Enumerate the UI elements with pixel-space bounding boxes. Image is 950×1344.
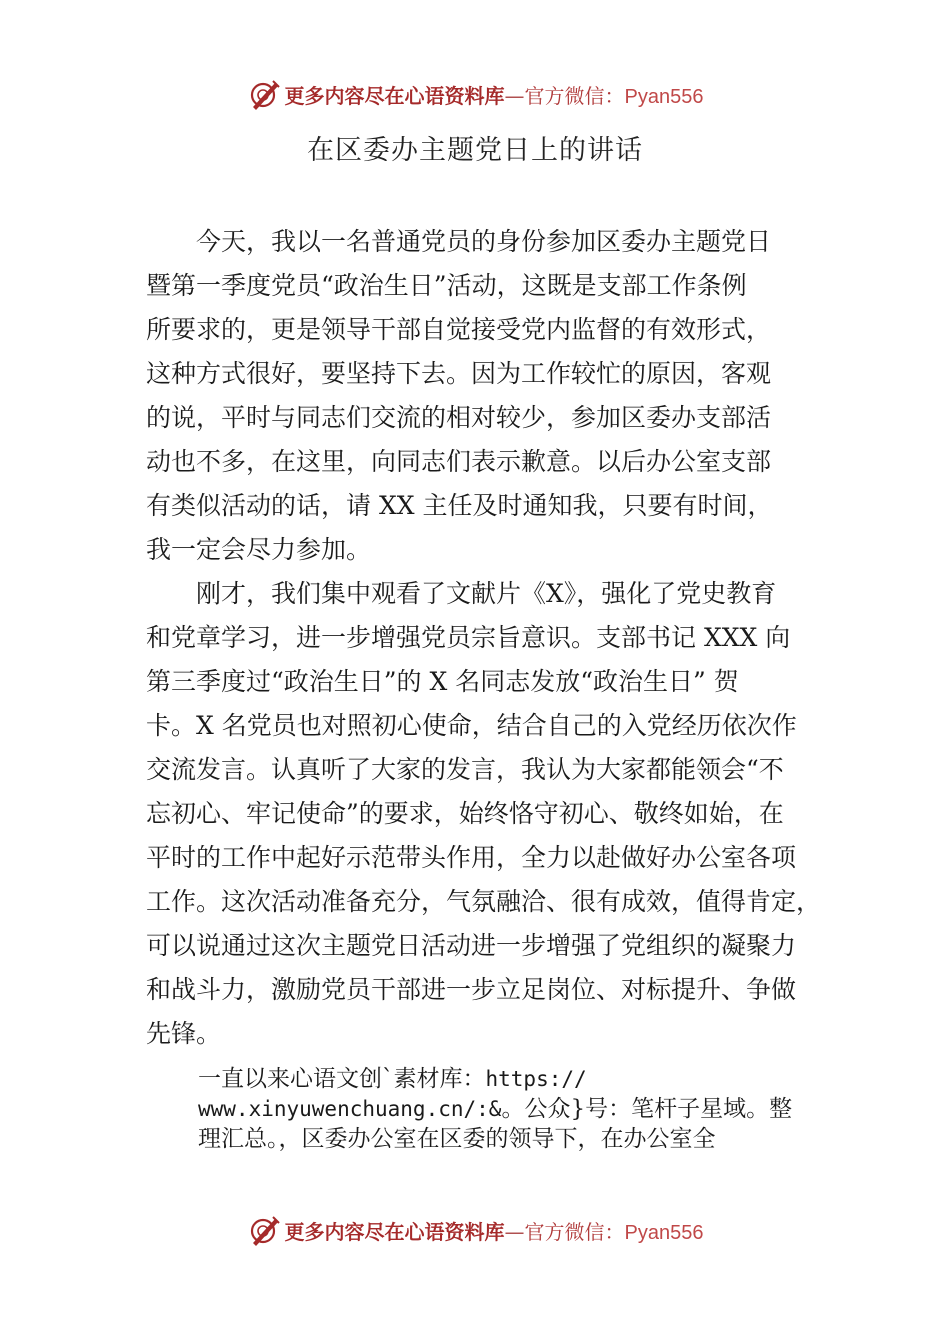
banner-separator: — <box>504 83 525 108</box>
pen-logo-icon <box>247 77 281 111</box>
banner-wechat-id: Pyan556 <box>624 1221 704 1244</box>
text-line: 的说，平时与同志们交流的相对较少，参加区委办支部活 <box>146 403 772 432</box>
text-line: 可以说通过这次主题党日活动进一步增强了党组织的凝聚力 <box>146 931 797 960</box>
header-banner <box>0 72 950 116</box>
text-line: 忘初心、牢记使命”的要求，始终恪守初心、敬终如始，在 <box>146 799 784 828</box>
text-line: 工作。这次活动准备充分，气氛融洽、很有成效，值得肯定， <box>146 887 822 916</box>
text-line: 这种方式很好，要坚持下去。因为工作较忙的原因，客观 <box>146 359 772 388</box>
text-line: 今天，我以一名普通党员的身份参加区委办主题党日 <box>196 227 772 256</box>
banner-slogan: 更多内容尽在心语资料库 <box>284 1219 505 1244</box>
text-line: 卡。X 名党员也对照初心使命，结合自己的入党经历依次作 <box>146 711 797 740</box>
text-line: 平时的工作中起好示范带头作用，全力以赴做好办公室各项 <box>146 843 797 872</box>
paragraph-2 <box>146 572 866 1056</box>
banner-text <box>285 1216 704 1245</box>
text-line: 我一定会尽力参加。 <box>146 535 372 564</box>
source-note <box>198 1064 858 1154</box>
source-account-text: 。公众}号：笔杆子星域。整 <box>501 1096 793 1122</box>
source-line-1 <box>198 1064 858 1094</box>
text-line: 交流发言。认真听了大家的发言，我认为大家都能领会“不 <box>146 755 784 784</box>
source-url-part-1[interactable]: https:// <box>485 1067 587 1091</box>
banner-wechat-label: 官方微信： <box>524 83 625 108</box>
banner-separator: — <box>504 1219 525 1244</box>
source-label: 一直以来心语文创`素材库： <box>198 1066 486 1092</box>
text-line: 有类似活动的话，请 XX 主任及时通知我，只要有时间， <box>146 491 773 520</box>
footer-banner <box>0 1208 950 1252</box>
text-line: 先锋。 <box>146 1019 222 1048</box>
source-line-3: 理汇总。，区委办公室在区委的领导下，在办公室全 <box>198 1126 716 1152</box>
banner-text <box>285 80 704 109</box>
source-line-2 <box>198 1094 858 1124</box>
source-url-part-2[interactable]: www.xinyuwenchuang.cn/:& <box>198 1097 502 1121</box>
text-line: 刚才，我们集中观看了文献片《X》，强化了党史教育 <box>196 579 777 608</box>
pen-logo-icon <box>247 1213 281 1247</box>
banner-slogan: 更多内容尽在心语资料库 <box>284 83 505 108</box>
text-line: 第三季度过“政治生日”的 X 名同志发放“政治生日” 贺 <box>146 667 739 696</box>
document-title: 在区委办主题党日上的讲话 <box>307 135 643 166</box>
text-line: 暨第一季度党员“政治生日”活动，这既是支部工作条例 <box>146 271 747 300</box>
banner-wechat-id: Pyan556 <box>624 85 704 108</box>
text-line: 和党章学习，进一步增强党员宗旨意识。支部书记 XXX 向 <box>146 623 791 652</box>
paragraph-1 <box>146 220 866 572</box>
text-line: 和战斗力，激励党员干部进一步立足岗位、对标提升、争做 <box>146 975 797 1004</box>
banner-wechat-label: 官方微信： <box>524 1219 625 1244</box>
text-line: 所要求的，更是领导干部自觉接受党内监督的有效形式， <box>146 315 772 344</box>
text-line: 动也不多，在这里，向同志们表示歉意。以后办公室支部 <box>146 447 772 476</box>
